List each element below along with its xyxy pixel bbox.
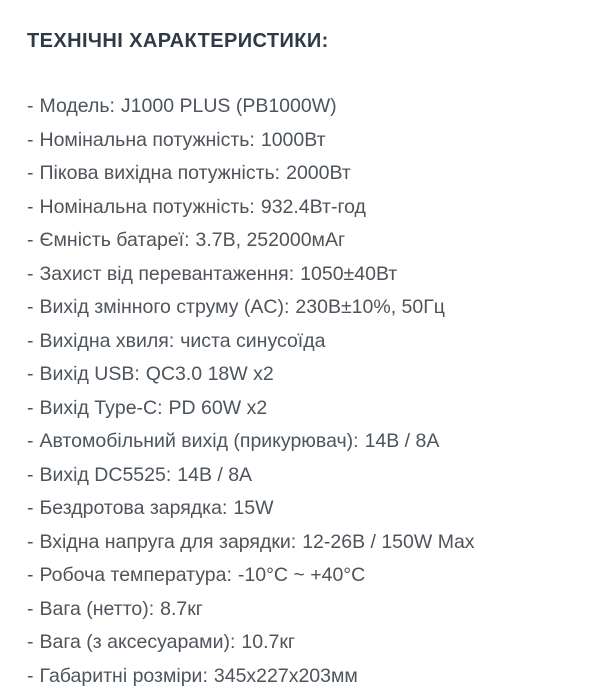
spec-bullet: - [27, 430, 34, 452]
spec-value: 3.7В, 252000мАг [195, 229, 346, 251]
spec-label: Вихід DC5525: [39, 463, 172, 486]
spec-value: PD 60W x2 [168, 396, 268, 419]
spec-label: Ємність батареї: [39, 229, 190, 251]
spec-label: Захист від перевантаження: [39, 262, 295, 285]
spec-bullet: - [27, 597, 34, 620]
spec-value: 15W [233, 497, 274, 519]
spec-value: 12-26В / 150W Max [302, 530, 475, 553]
spec-bullet: - [27, 396, 34, 419]
spec-item-operating-temperature [27, 559, 596, 593]
spec-label: Вихід змінного струму (AC): [39, 296, 290, 318]
spec-item-car-output [27, 425, 596, 459]
spec-value: J1000 PLUS (PB1000W) [120, 95, 337, 117]
spec-bullet: - [27, 195, 34, 218]
spec-value: 932.4Вт-год [260, 195, 366, 218]
spec-label: Вихідна хвиля: [39, 329, 175, 352]
spec-value: чиста синусоїда [180, 329, 326, 352]
spec-label: Робоча температура: [39, 564, 232, 586]
spec-bullet: - [27, 631, 34, 653]
spec-bullet: - [27, 296, 34, 318]
spec-item-ac-output [27, 291, 596, 325]
spec-value: 14В / 8А [364, 430, 440, 452]
spec-item-rated-power [27, 124, 596, 158]
page-title: ТЕХНІЧНІ ХАРАКТЕРИСТИКИ: [27, 30, 329, 52]
spec-item-usb-output [27, 358, 596, 392]
spec-bullet: - [27, 363, 34, 385]
spec-value: 230В±10%, 50Гц [295, 296, 445, 318]
spec-item-input-voltage [27, 526, 596, 560]
spec-bullet: - [27, 95, 34, 117]
spec-label: Вихід Type-C: [39, 396, 163, 419]
spec-value: 345х227х203мм [213, 664, 358, 687]
spec-item-weight-net [27, 593, 596, 627]
spec-item-output-wave [27, 325, 596, 359]
spec-item-battery-capacity [27, 224, 596, 258]
spec-bullet: - [27, 530, 34, 553]
spec-item-energy-capacity [27, 191, 596, 225]
spec-label: Бездротова зарядка: [39, 497, 228, 519]
spec-label: Вихід USB: [39, 363, 140, 385]
spec-value: 1000Вт [260, 128, 326, 151]
spec-value: -10°C ~ +40°C [237, 564, 366, 586]
spec-bullet: - [27, 162, 34, 184]
spec-item-typec-output [27, 392, 596, 426]
spec-bullet: - [27, 329, 34, 352]
spec-item-weight-with-accessories [27, 626, 596, 660]
spec-list [27, 90, 596, 693]
spec-item-wireless-charging [27, 492, 596, 526]
spec-item-peak-power [27, 157, 596, 191]
spec-item-dimensions [27, 660, 596, 694]
spec-bullet: - [27, 229, 34, 251]
spec-item-model [27, 90, 596, 124]
spec-value: 8.7кг [160, 597, 203, 620]
spec-label: Вага (з аксесуарами): [39, 631, 236, 653]
spec-value: QC3.0 18W x2 [145, 363, 274, 385]
spec-label: Вхідна напруга для зарядки: [39, 530, 297, 553]
spec-bullet: - [27, 262, 34, 285]
spec-value: 2000Вт [286, 162, 351, 184]
spec-value: 14В / 8А [177, 463, 253, 486]
spec-bullet: - [27, 463, 34, 486]
spec-value: 1050±40Вт [300, 262, 398, 285]
spec-label: Номінальна потужність: [39, 195, 255, 218]
spec-label: Габаритні розміри: [39, 664, 208, 687]
spec-label: Автомобільний вихід (прикурювач): [39, 430, 359, 452]
spec-label: Модель: [39, 95, 115, 117]
spec-bullet: - [27, 128, 34, 151]
spec-label: Вага (нетто): [39, 597, 155, 620]
spec-bullet: - [27, 497, 34, 519]
spec-label: Пікова вихідна потужність: [39, 162, 281, 184]
spec-value: 10.7кг [241, 631, 295, 653]
spec-label: Номінальна потужність: [39, 128, 255, 151]
spec-item-overload-protection [27, 258, 596, 292]
spec-bullet: - [27, 664, 34, 687]
spec-item-dc5525-output [27, 459, 596, 493]
spec-bullet: - [27, 564, 34, 586]
